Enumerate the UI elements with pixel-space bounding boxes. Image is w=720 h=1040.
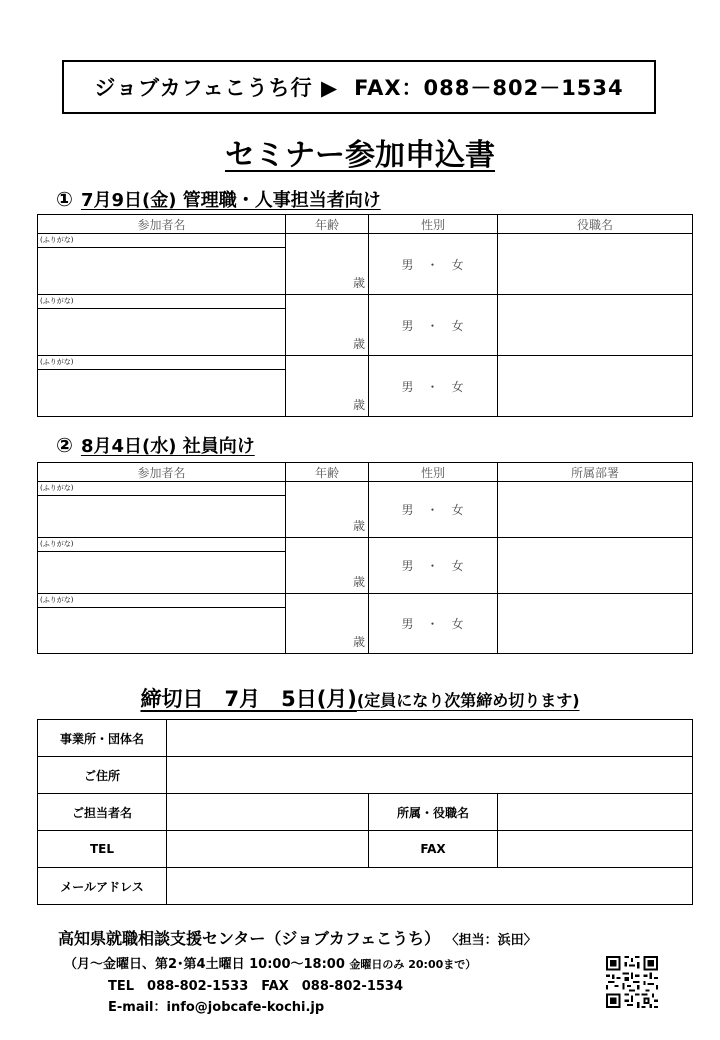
gender-choice[interactable]: 男 ・ 女 <box>369 356 498 417</box>
age-input-cell[interactable] <box>286 482 369 538</box>
age-unit: 歳 <box>352 519 365 533</box>
qr-code-icon <box>606 956 658 1008</box>
table-row <box>38 356 693 417</box>
footer-tel-fax: TEL 088-802-1533 FAX 088-802-1534 <box>108 979 403 994</box>
department-input-cell[interactable] <box>498 538 693 594</box>
position-input-cell[interactable] <box>498 295 693 356</box>
tel-field[interactable] <box>167 831 369 868</box>
col-header-gender: 性別 <box>369 463 498 482</box>
table-header-row <box>38 463 693 482</box>
col-header-name: 参加者名 <box>38 215 286 234</box>
col-header-age: 年齢 <box>286 215 369 234</box>
age-unit: 歳 <box>352 398 365 412</box>
age-unit: 歳 <box>352 575 365 589</box>
applicant-info-table <box>37 719 693 905</box>
page-title: セミナー参加申込書 <box>225 138 495 173</box>
tel-label: TEL <box>38 831 167 868</box>
fax-to-label: ジョブカフェこうち行 ▶ <box>94 76 339 100</box>
table-row <box>38 794 693 831</box>
furigana-label: (ふりがな) <box>40 297 74 305</box>
position-input-cell[interactable] <box>498 356 693 417</box>
furigana-label: (ふりがな) <box>40 236 74 244</box>
contact-person: 〈担当：浜田〉 <box>445 933 537 948</box>
org-name: 高知県就職相談支援センター（ジョブカフェこうち） <box>58 929 441 948</box>
table-row <box>38 482 693 538</box>
table-header-row <box>38 215 693 234</box>
contact-person-field[interactable] <box>167 794 369 831</box>
office-name-field[interactable] <box>167 720 693 757</box>
table-row <box>38 757 693 794</box>
fax-label: FAX <box>369 831 498 868</box>
department-input-cell[interactable] <box>498 594 693 654</box>
age-unit: 歳 <box>352 337 365 351</box>
name-input-cell[interactable] <box>38 538 286 594</box>
section1-heading: ① 7月9日(金) 管理職・人事担当者向け <box>56 187 381 211</box>
department-input-cell[interactable] <box>498 482 693 538</box>
name-input-cell[interactable] <box>38 594 286 654</box>
address-field[interactable] <box>167 757 693 794</box>
table-row <box>38 594 693 654</box>
section2-table <box>37 462 693 654</box>
position-label: 所属・役職名 <box>369 794 498 831</box>
gender-choice[interactable]: 男 ・ 女 <box>369 594 498 654</box>
fax-field[interactable] <box>498 831 693 868</box>
age-input-cell[interactable] <box>286 594 369 654</box>
name-input-cell[interactable] <box>38 295 286 356</box>
fax-number: FAX：088－802－1534 <box>354 76 624 100</box>
gender-choice[interactable]: 男 ・ 女 <box>369 234 498 295</box>
table-row <box>38 234 693 295</box>
contact-person-label: ご担当者名 <box>38 794 167 831</box>
furigana-label: (ふりがな) <box>40 596 74 604</box>
col-header-department: 所属部署 <box>498 463 693 482</box>
position-input-cell[interactable] <box>498 234 693 295</box>
col-header-position: 役職名 <box>498 215 693 234</box>
gender-choice[interactable]: 男 ・ 女 <box>369 482 498 538</box>
col-header-age: 年齢 <box>286 463 369 482</box>
office-hours: （月～金曜日、第2･第4土曜日 10:00～18:00 金曜日のみ 20:00まで） <box>64 957 477 972</box>
table-row <box>38 868 693 905</box>
deadline <box>0 683 720 713</box>
friday-hours-note: 金曜日のみ 20:00まで） <box>349 958 477 971</box>
age-input-cell[interactable] <box>286 295 369 356</box>
email-label: メールアドレス <box>38 868 167 905</box>
age-input-cell[interactable] <box>286 234 369 295</box>
footer-org <box>58 926 537 949</box>
section1-table <box>37 214 693 417</box>
age-unit: 歳 <box>352 276 365 290</box>
table-row <box>38 295 693 356</box>
name-input-cell[interactable] <box>38 356 286 417</box>
footer-email: E-mail：info@jobcafe-kochi.jp <box>108 1000 325 1015</box>
gender-choice[interactable]: 男 ・ 女 <box>369 295 498 356</box>
table-row <box>38 538 693 594</box>
age-unit: 歳 <box>352 635 365 649</box>
section2-heading: ② 8月4日(水) 社員向け <box>56 433 255 457</box>
furigana-label: (ふりがな) <box>40 484 74 492</box>
office-name-label: 事業所・団体名 <box>38 720 167 757</box>
fax-destination-box <box>62 60 656 114</box>
col-header-name: 参加者名 <box>38 463 286 482</box>
col-header-gender: 性別 <box>369 215 498 234</box>
position-field[interactable] <box>498 794 693 831</box>
gender-choice[interactable]: 男 ・ 女 <box>369 538 498 594</box>
email-field[interactable] <box>167 868 693 905</box>
deadline-date: 締切日 7月 5日(月) <box>140 687 357 711</box>
table-row <box>38 720 693 757</box>
name-input-cell[interactable] <box>38 234 286 295</box>
furigana-label: (ふりがな) <box>40 358 74 366</box>
name-input-cell[interactable] <box>38 482 286 538</box>
deadline-note: (定員になり次第締め切ります) <box>356 691 580 710</box>
age-input-cell[interactable] <box>286 356 369 417</box>
age-input-cell[interactable] <box>286 538 369 594</box>
address-label: ご住所 <box>38 757 167 794</box>
table-row <box>38 831 693 868</box>
furigana-label: (ふりがな) <box>40 540 74 548</box>
